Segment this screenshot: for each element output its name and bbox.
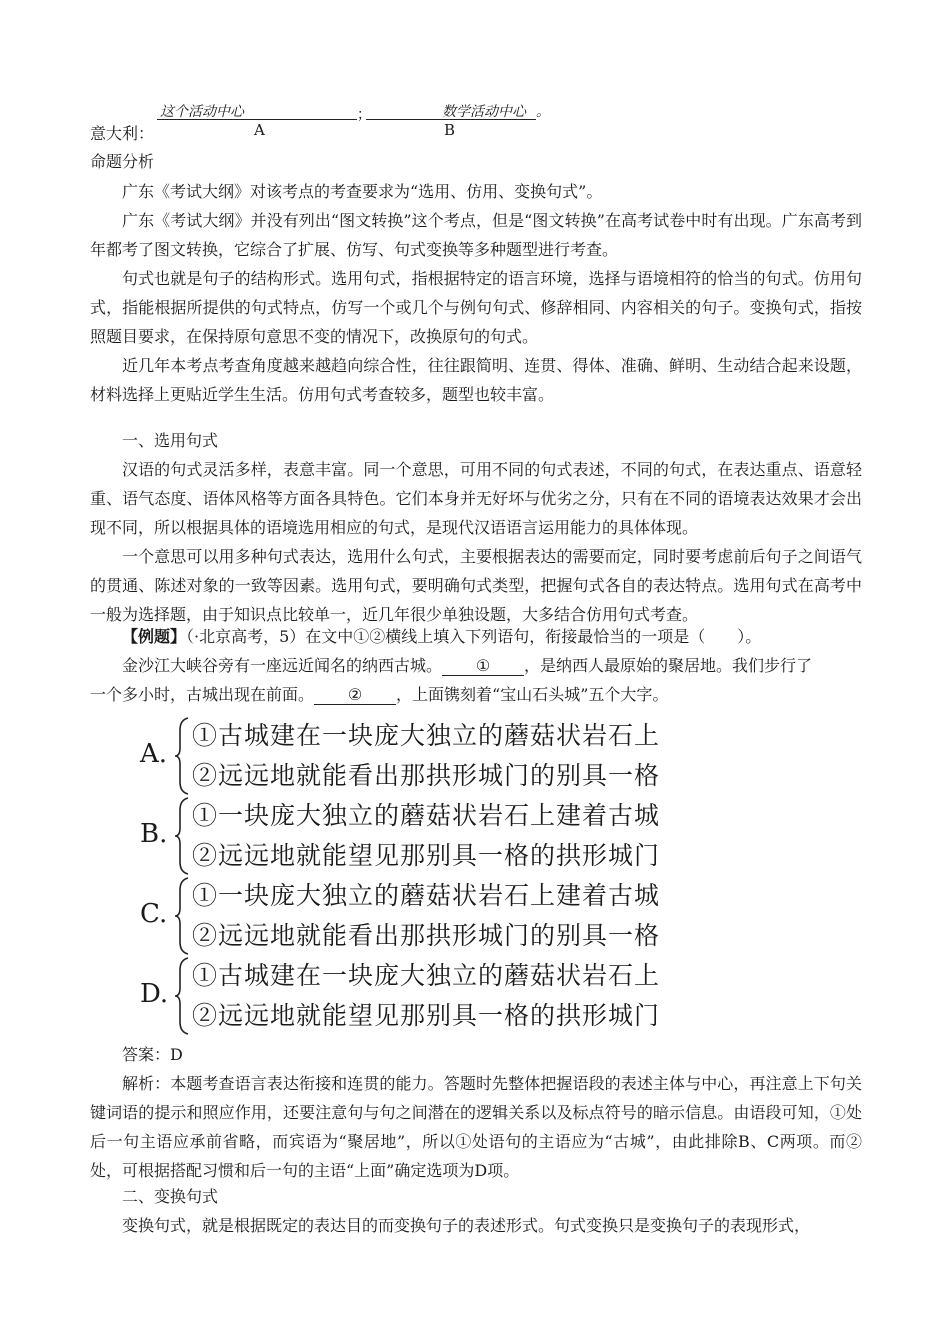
option-a-line-2: ②远远地就能看出那拱形城门的别具一格 — [192, 761, 661, 790]
answer: 答案：D — [122, 1045, 183, 1064]
blank-separator: ； — [357, 107, 371, 123]
example-blank-1: ① — [442, 657, 524, 676]
example-question — [122, 622, 761, 651]
option-d-letter: D. — [140, 979, 169, 1009]
option-c-line-1: ①一块庞大独立的蘑菇状岩石上建着古城 — [192, 881, 661, 910]
example-tag: 【例题】 — [122, 627, 187, 646]
analysis-title: 命题分析 — [90, 152, 155, 171]
option-d — [140, 956, 700, 1036]
analysis-paragraph-2: 广东《考试大纲》并没有列出“图文转换”这个考点，但是“图文转换”在高考试卷中时有出现。广东高考到年都考了图文转换，它综合了扩展、仿写、句式变换等多种题型进行考查。 — [90, 211, 862, 259]
brace-icon — [174, 956, 190, 1036]
blank-b-end: 。 — [536, 104, 550, 120]
example-passage-line-1 — [122, 651, 812, 680]
brace-icon — [174, 716, 190, 796]
option-c-line-2: ②远远地就能看出那拱形城门的别具一格 — [192, 921, 661, 950]
example-question-text: （·北京高考，5）在文中①②横线上填入下列语句，衔接最恰当的一项是（ ）。 — [186, 627, 762, 646]
option-a — [140, 716, 700, 796]
blank-a-underline — [157, 119, 357, 120]
section-1-title: 一、选用句式 — [122, 431, 219, 450]
option-c — [140, 876, 700, 956]
option-b — [140, 796, 700, 876]
option-b-line-2: ②远远地就能望见那别具一格的拱形城门 — [192, 841, 661, 870]
blank-b-underline — [366, 119, 536, 120]
analysis-paragraph-3: 句式也就是句子的结构形式。选用句式，指根据特定的语言环境，选择与语境相符的恰当的句式。仿用句式，指能根据所提供的句式特点，仿写一个或几个与例句句式、修辞相同、内容相关的句子。变换句式，指按照题目要求，在保持原句意思不变的情况下，改换原句的句式。 — [90, 269, 862, 346]
option-d-line-1: ①古城建在一块庞大独立的蘑菇状岩石上 — [192, 961, 661, 990]
blank-a-text: 这个活动中心 — [160, 104, 244, 120]
option-c-letter: C. — [140, 899, 168, 929]
option-b-line-1: ①一块庞大独立的蘑菇状岩石上建着古城 — [192, 801, 661, 830]
example-passage-1b: ，是纳西人最原始的聚居地。我们步行了 — [524, 656, 813, 675]
blank-b-label: B — [444, 121, 456, 139]
option-a-letter: A. — [140, 739, 168, 769]
blank-prefix: 意大利： — [90, 124, 155, 143]
option-b-letter: B. — [140, 819, 168, 849]
option-a-line-1: ①古城建在一块庞大独立的蘑菇状岩石上 — [192, 721, 661, 750]
option-d-line-2: ②远远地就能望见那别具一格的拱形城门 — [192, 1001, 661, 1030]
brace-icon — [174, 796, 190, 876]
section-2-title: 二、变换句式 — [122, 1187, 219, 1206]
section-1-paragraph-2: 一个意思可以用多种句式表达，选用什么句式，主要根据表达的需要而定，同时要考虑前后句子之间语气的贯通、陈述对象的一致等因素。选用句式，要明确句式类型，把握句式各自的表达特点。选用句式在高考中一般为选择题，由于知识点比较单一，近几年很少单独设题，大多结合仿用句式考查。 — [90, 547, 862, 624]
analysis-paragraph-1: 广东《考试大纲》对该考点的考查要求为“选用、仿用、变换句式”。 — [122, 182, 603, 201]
analysis-paragraph-4: 近几年本考点考查角度越来越趋向综合性，往往跟简明、连贯、得体、准确、鲜明、生动结合起来设题，材料选择上更贴近学生生活。仿用句式考查较多，题型也较丰富。 — [90, 356, 862, 404]
example-blank-2: ② — [314, 686, 396, 705]
example-passage-line-2 — [90, 680, 668, 709]
section-1-paragraph-1: 汉语的句式灵活多样，表意丰富。同一个意思，可用不同的句式表述，不同的句式，在表达重点、语意轻重、语气态度、语体风格等方面各具特色。它们本身并无好坏与优劣之分，只有在不同的语境表达效果才会出现不同，所以根据具体的语境选用相应的句式，是现代汉语语言运用能力的具体体现。 — [90, 460, 862, 537]
blank-b-text: 数学活动中心 — [442, 104, 526, 120]
example-passage-2a: 一个多小时，古城出现在前面。 — [90, 685, 315, 704]
blank-a-label: A — [254, 121, 265, 139]
example-passage-2b: ，上面镌刻着“宝山石头城”五个大字。 — [396, 685, 669, 704]
example-passage-1a: 金沙江大峡谷旁有一座远近闻名的纳西古城。 — [122, 656, 443, 675]
section-2-first-line: 变换句式，就是根据既定的表达目的而变换句子的表述形式。句式变换只是变换句子的表现形式， — [122, 1216, 811, 1235]
explanation: 解析：本题考查语言表达衔接和连贯的能力。答题时先整体把握语段的表述主体与中心，再注意上下句关键词语的提示和照应作用，还要注意句与句之间潜在的逻辑关系以及标点符号的暗示信息。由语段可知，①处后一句主语应承前省略，而宾语为“聚居地”，所以①处语句的主语应为“古城”，由此排除B、C两项。而②处，可根据搭配习惯和后一句的主语“上面”确定选项为D项。 — [90, 1074, 862, 1180]
brace-icon — [174, 876, 190, 956]
